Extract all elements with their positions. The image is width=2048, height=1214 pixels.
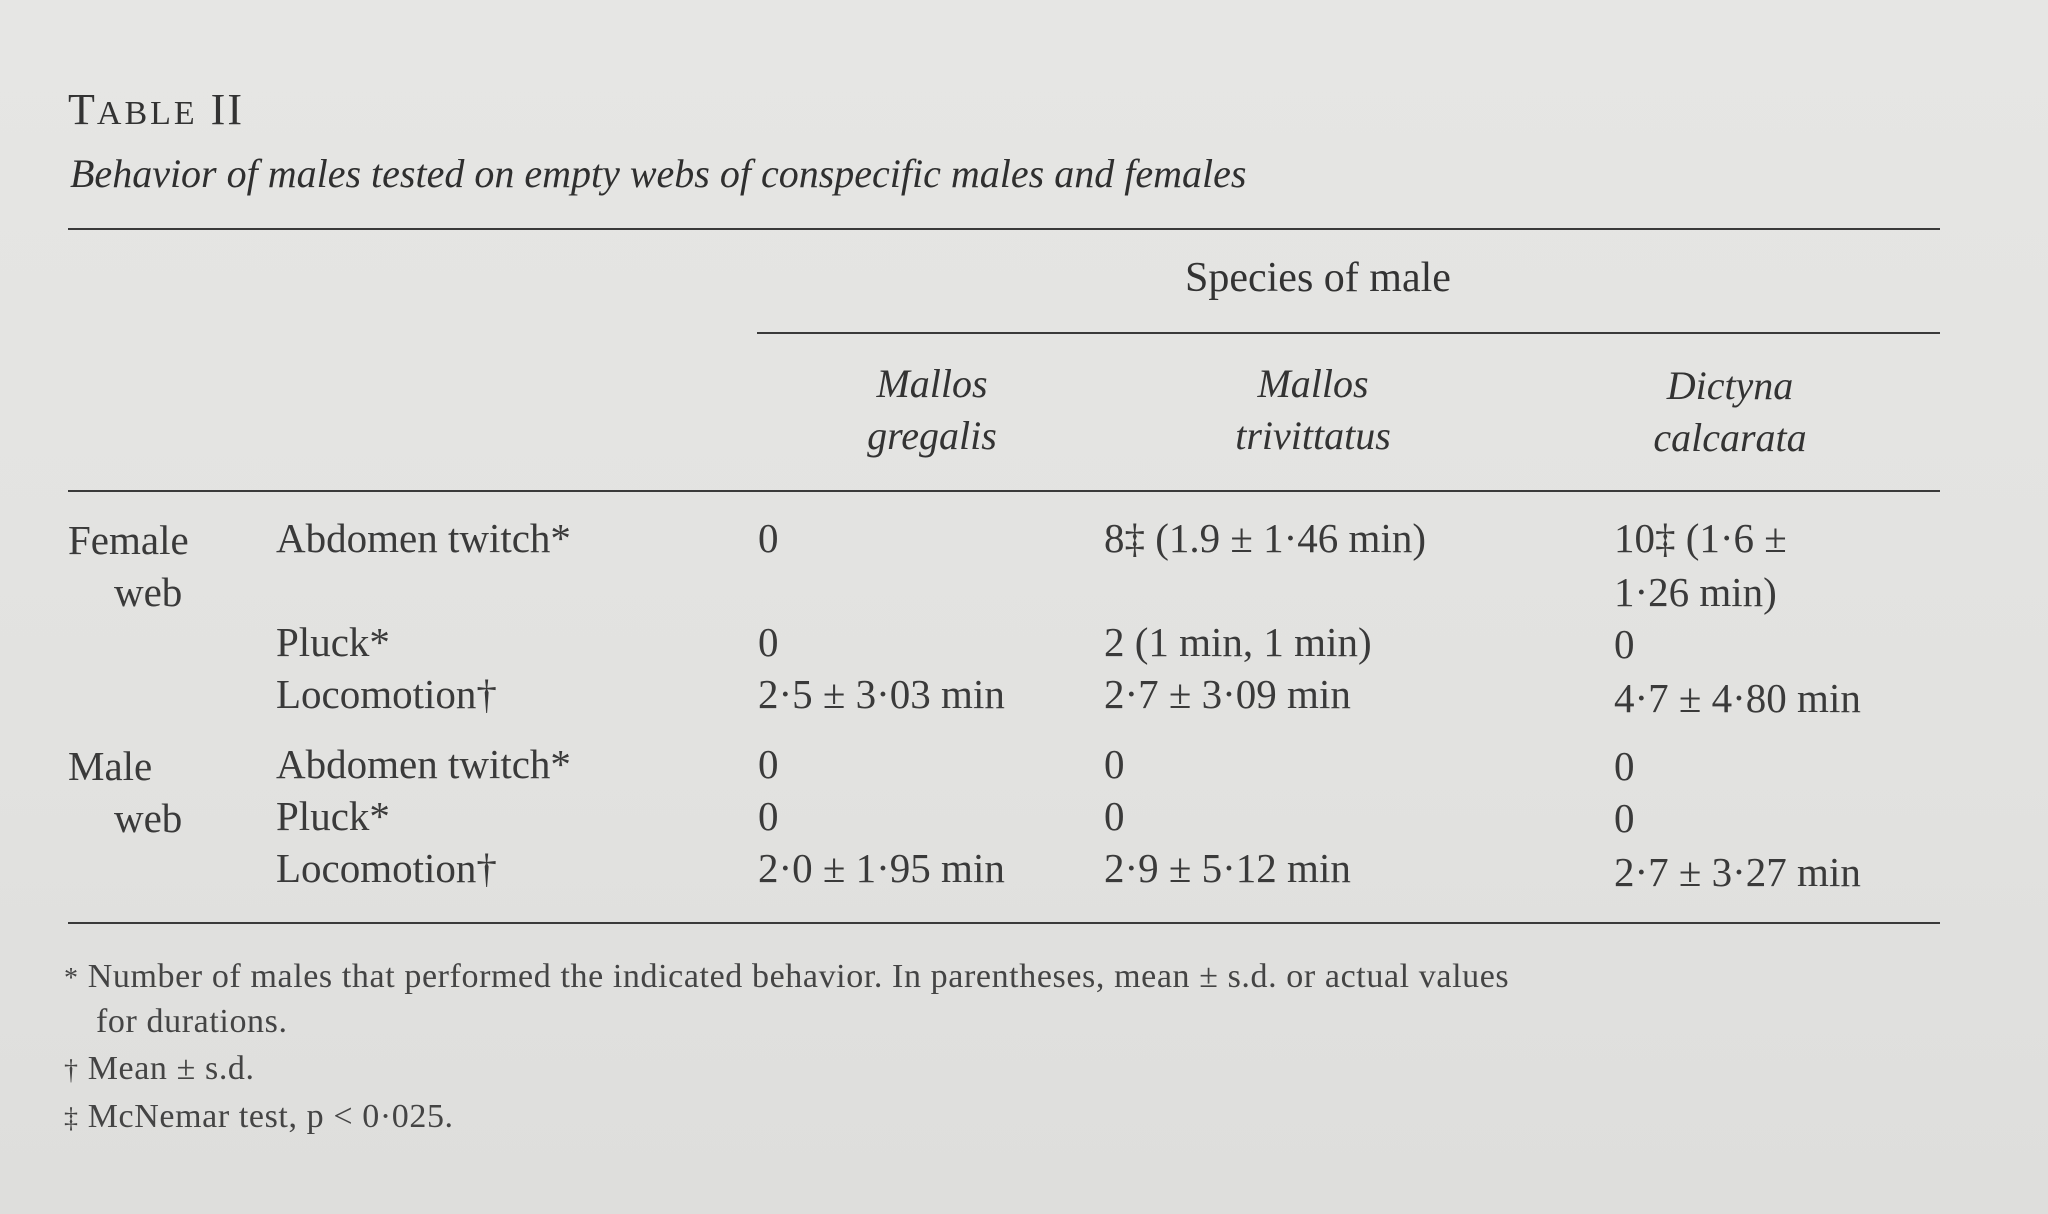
table-label-smallcaps: ABLE [96,95,198,132]
behavior-label: Locomotion† [276,671,497,717]
footnote-asterisk-continued: for durations. [96,1003,288,1040]
table-cell: 2·5 ± 3·03 min [758,671,1005,717]
header-rule [68,490,1940,492]
footnote-dagger [64,1050,255,1088]
footnote-double-dagger [64,1098,454,1136]
footnote-symbol: † [64,1055,79,1086]
column-header-line1: Dictyna [1666,363,1794,408]
group-label-line1: Male [68,743,153,789]
table-cell: 8‡ (1.9 ± 1·46 min) [1104,515,1426,561]
group-label-line2: web [114,795,183,841]
table-cell: 0 [758,619,779,665]
table-label [68,84,244,135]
table-label-number: II [210,85,244,134]
footnote-symbol: ‡ [64,1103,79,1134]
column-header-dictyna-calcarata [1580,360,1880,464]
behavior-label: Locomotion† [276,845,497,891]
table-cell: 2·9 ± 5·12 min [1104,845,1351,891]
top-rule [68,228,1940,230]
footnote-text: Number of males that performed the indicated behavior. In parentheses, mean ± s.d. or actual values [87,958,1510,995]
table-cell: 0 [1614,621,1635,667]
table-cell: 10‡ (1·6 ± [1614,515,1787,561]
table-cell: 0 [758,793,779,839]
group-label-male-web [68,740,182,844]
table-cell: 0 [1104,741,1125,787]
footnote-text: McNemar test, p < 0·025. [87,1098,454,1135]
footnote-text: Mean ± s.d. [87,1050,255,1087]
footnote-asterisk [64,958,1509,996]
column-header-line2: gregalis [867,413,997,458]
table-cell: 4·7 ± 4·80 min [1614,675,1861,721]
table-cell: 2 (1 min, 1 min) [1104,619,1372,665]
column-header-mallos-gregalis [782,358,1082,462]
table-cell: 2·7 ± 3·27 min [1614,849,1861,895]
table-caption: Behavior of males tested on empty webs of conspecific males and females [70,151,1247,196]
table-cell: 0 [1614,795,1635,841]
table-cell: 1·26 min) [1614,569,1777,615]
table-cell: 0 [758,515,779,561]
behavior-label: Abdomen twitch* [276,741,571,787]
table-cell: 2·7 ± 3·09 min [1104,671,1351,717]
column-header-line2: trivittatus [1235,413,1391,458]
behavior-label: Pluck* [276,793,390,839]
bottom-rule [68,922,1940,924]
column-header-line2: calcarata [1653,415,1807,460]
table-cell: 2·0 ± 1·95 min [758,845,1005,891]
behavior-label: Pluck* [276,619,390,665]
behavior-label: Abdomen twitch* [276,515,571,561]
species-rule [757,332,1940,334]
column-header-line1: Mallos [876,361,988,406]
footnote-symbol: * [64,963,79,994]
species-header: Species of male [1185,255,1451,301]
table-label-initial: T [68,85,97,134]
table-cell: 0 [1104,793,1125,839]
group-label-line2: web [114,569,183,615]
group-label-female-web [68,514,189,618]
column-header-line1: Mallos [1257,361,1369,406]
group-label-line1: Female [68,517,189,563]
column-header-mallos-trivittatus [1163,358,1463,462]
table-cell: 0 [758,741,779,787]
table-cell: 0 [1614,743,1635,789]
